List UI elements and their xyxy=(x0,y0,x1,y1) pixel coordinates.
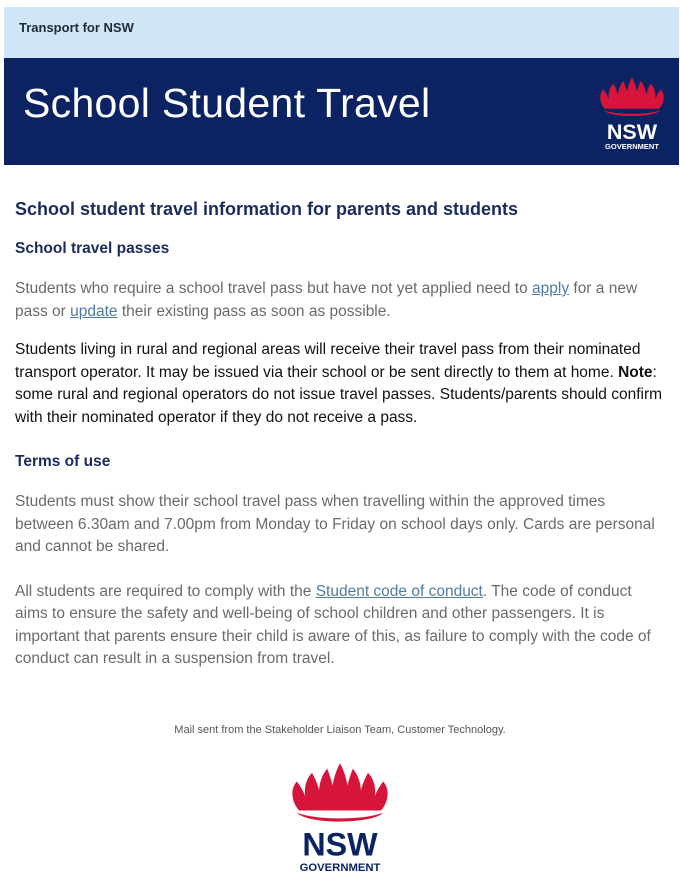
logo-subtext: GOVERNMENT xyxy=(605,141,659,151)
footer-note: Mail sent from the Stakeholder Liaison Team, Customer Technology. xyxy=(174,724,506,736)
header-banner xyxy=(4,58,679,165)
section-title-terms-of-use: Terms of use xyxy=(15,453,111,470)
paragraph-code-of-conduct xyxy=(15,581,665,671)
banner-title: School Student Travel xyxy=(23,80,431,126)
footer-logo-subtext: GOVERNMENT xyxy=(299,861,381,874)
paragraph-apply-update xyxy=(15,278,665,323)
text: their existing pass as soon as possible. xyxy=(117,302,391,320)
main-heading: School student travel information for parents and students xyxy=(15,199,519,219)
text: for a new pass or xyxy=(15,280,638,320)
nsw-government-footer-logo xyxy=(286,760,394,874)
waratah-icon xyxy=(600,77,663,116)
update-link[interactable]: update xyxy=(70,302,118,320)
footer-logo-wordmark: NSW xyxy=(302,826,378,863)
note-label: Note xyxy=(618,363,653,381)
nsw-government-logo xyxy=(596,75,668,151)
paragraph-rural-regional xyxy=(15,339,665,429)
org-name: Transport for NSW xyxy=(19,20,134,35)
text: Students who require a school travel pass but have not yet applied need to xyxy=(15,280,533,297)
student-code-of-conduct-link[interactable]: Student code of conduct xyxy=(315,582,483,600)
email-content xyxy=(15,198,665,687)
section-title-travel-passes: School travel passes xyxy=(15,240,170,257)
apply-link[interactable]: apply xyxy=(532,280,570,297)
waratah-icon xyxy=(292,763,387,821)
text: All students are required to comply with the xyxy=(15,582,316,600)
text: . The code of conduct aims to ensure the safety and well-being of school children and other passengers. It is important that parents ensure their child is aware of this, as failure to comply with the code of conduct can result in a suspension from travel. xyxy=(15,582,651,667)
paragraph-show-pass: Students must show their school travel pass when travelling within the approved times between 6.30am and 7.00pm from Monday to Friday on school days only. Cards are personal and cannot be shared. xyxy=(15,493,655,555)
text: Students living in rural and regional areas will receive their travel pass from their nominated transport operator. It may be issued via their school or be sent directly to them at home. xyxy=(15,341,641,381)
logo-wordmark: NSW xyxy=(606,119,658,144)
text: : some rural and regional operators do not issue travel passes. Students/parents should confirm with their nominated operator if they do not receive a pass. xyxy=(15,363,663,426)
